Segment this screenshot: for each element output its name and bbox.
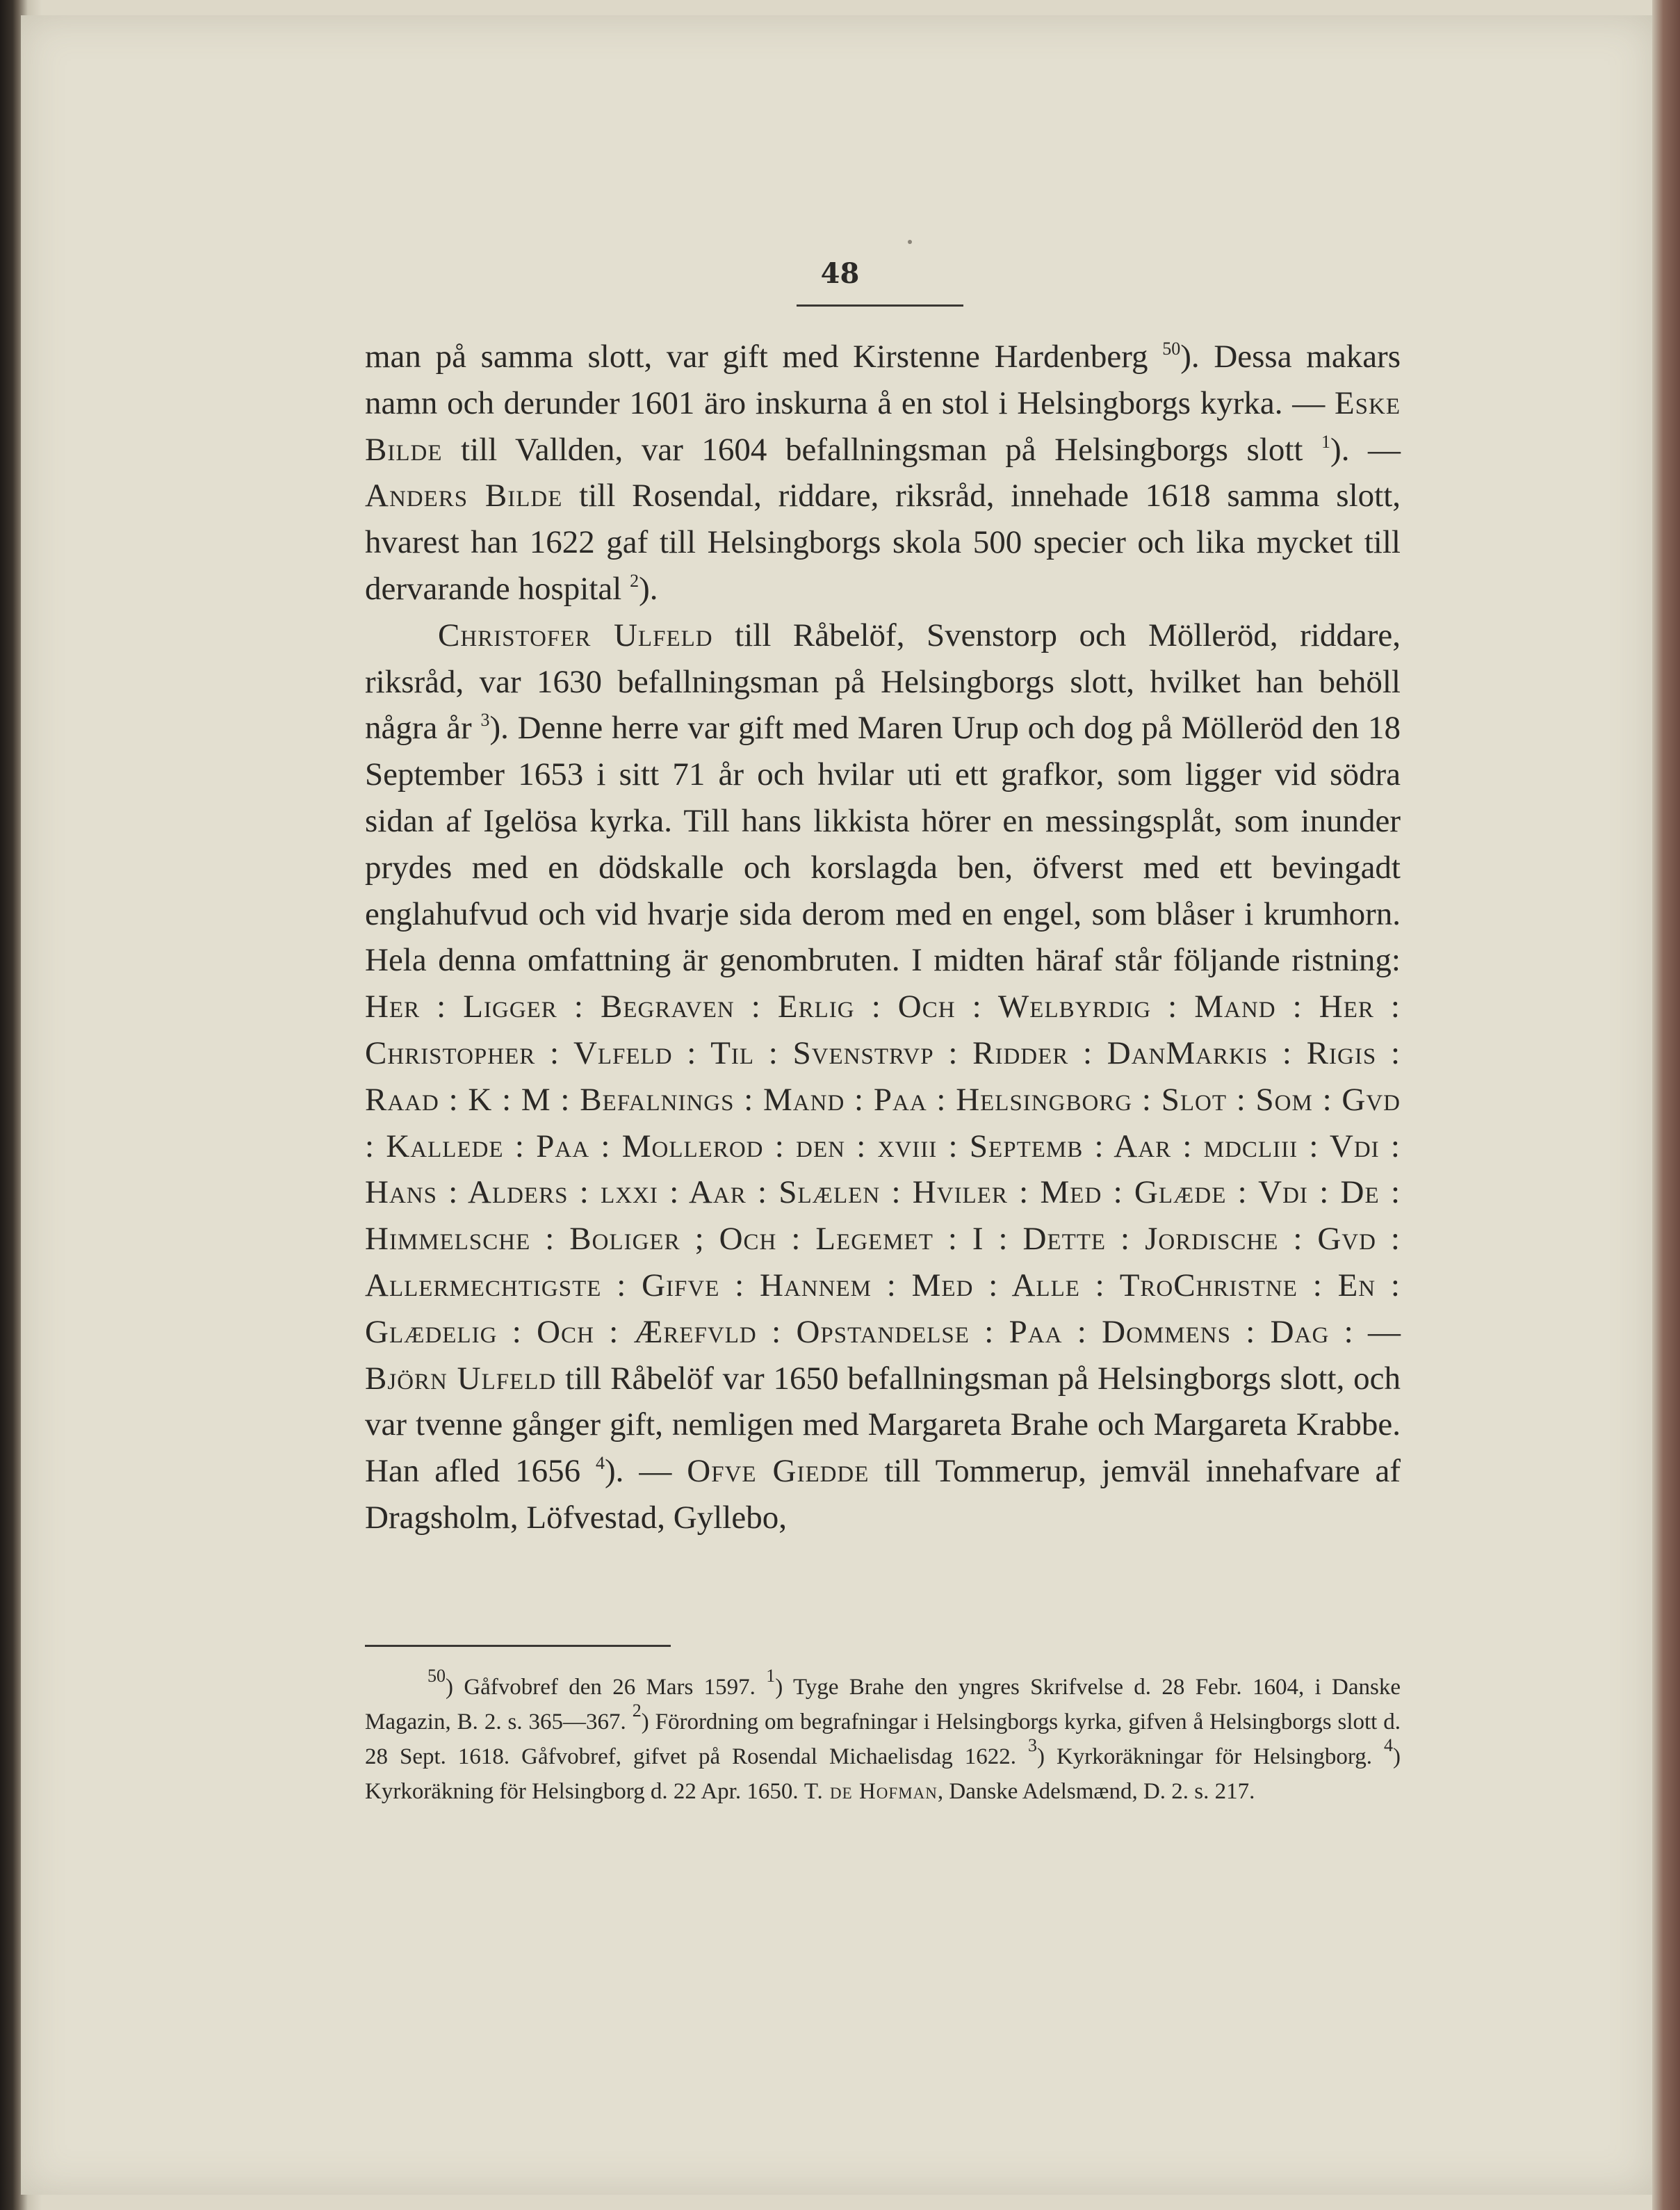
footnote-marker: 50 (1162, 339, 1181, 359)
small-caps-name: Anders Bilde (365, 478, 563, 514)
text-run: — (1353, 1313, 1401, 1350)
footnote-marker: 3 (480, 710, 490, 731)
text-run: ) Kyrkoräkningar för Helsingborg. (1036, 1744, 1384, 1769)
text-run: ). — (1330, 431, 1401, 468)
small-caps-name: Björn Ulfeld (365, 1360, 557, 1397)
footnote-marker: 2 (630, 570, 639, 591)
footnote-marker: 4 (1384, 1735, 1393, 1755)
text-run: ). Dessa makars namn och derunder 1601 äro inskurna å en stol i Helsingborgs kyrka. — (365, 339, 1401, 421)
small-caps-name: Eske Bilde (365, 384, 1401, 468)
footnote-marker: 1 (1321, 431, 1331, 452)
text-run: , Danske Adelsmænd, D. 2. s. 217. (937, 1779, 1255, 1804)
text-run: ) Gåfvobref den 26 Mars 1597. (446, 1675, 767, 1700)
text-run: ). (639, 570, 658, 607)
footnote-marker: 4 (596, 1453, 605, 1474)
text-run: till Råbelöf var 1650 befallningsman på Helsingborgs slott, och var tvenne gånger gift, nemligen med Margareta Brahe och Margareta Krabbe. Han afled 1656 (365, 1360, 1401, 1490)
text-run: ). Denne herre var gift med Maren Urup och dog på Mölleröd den 18 September 1653 i sitt 71 år och hvilar uti ett grafkor, som ligger vid södra sidan af Igelösa kyrka. Till hans likkista hörer en messingsplåt, som inunder prydes med en dödskalle och korslagda ben, öfverst med ett bevingadt englahufvud och vid hvarje sida derom med en engel, som blåser i krumhorn. Hela denna omfattning är genombruten. I midten häraf står följande ristning: (365, 710, 1401, 979)
speck (908, 240, 912, 244)
footnote-marker: 3 (1027, 1735, 1037, 1755)
page-number: 48 (820, 257, 860, 290)
text-run: ). — (605, 1453, 687, 1490)
small-caps-name: Her : Ligger : Begraven : Erlig : Och : Welbyrdig : Mand : Her : Christopher : Vlfeld : Til : Svenstrvp : Ridder : DanMarkis : Rigis : Raad : K : M : Befalnings : Mand : Paa : Helsingborg : Slot : Som : Gvd : Kallede : Paa : Mollerod : den : xviii : Septemb : Aar : mdcliii : Vdi : Hans : Alders : lxxi : Aar : Slælen : Hviler : Med : Glæde : Vdi : De : Himmelsche : Boliger ; Och : Legemet : I : Dette : Jordische : Gvd : Allermechtigste : Gifve : Hannem : Med : Alle : TroChristne : En : Glædelig : Och : Ærefvld : Opstandelse : Paa : Dommens : Dag : (365, 989, 1401, 1350)
book-edge (1652, 0, 1680, 2210)
text-run: ) Förordning om begrafningar i Helsingborgs kyrka, gifven å Helsingborgs slott d. 28 Sept. 1618. Gåfvobref, gifvet på Rosendal Michaelisdag 1622. (365, 1709, 1401, 1769)
footnote-marker: 50 (427, 1666, 446, 1686)
footnote-rule (365, 1645, 671, 1647)
text-run: ) Tyge Brahe den yngres Skrifvelse d. 28 Febr. 1604, i Danske Magazin, B. 2. s. 365—367. (365, 1675, 1401, 1734)
small-caps-name: Christofer Ulfeld (438, 617, 713, 653)
main-text (365, 334, 1401, 1541)
text-run: till Vallden, var 1604 befallningsman på Helsingborgs slott (442, 431, 1322, 468)
paragraph (365, 612, 1401, 1541)
paragraph (365, 334, 1401, 612)
footnote-marker: 2 (632, 1700, 642, 1721)
footnote-marker: 1 (766, 1666, 776, 1686)
small-caps-name: Ofve Giedde (687, 1453, 870, 1490)
footnotes (365, 1666, 1401, 1809)
text-run: man på samma slott, var gift med Kirstenne Hardenberg (365, 339, 1163, 375)
text-run: till Råbelöf, Svenstorp och Mölleröd, riddare, riksråd, var 1630 befallningsman på Helsingborgs slott, hvilket han behöll några år (365, 617, 1401, 747)
text-run: ) Kyrkoräkning för Helsingborg d. 22 Apr. 1650. (365, 1744, 1401, 1804)
text-run: till Tommerup, jemväl innehafvare af Dragsholm, Löfvestad, Gyllebo, (365, 1453, 1401, 1536)
header-rule (797, 304, 963, 307)
text-run: till Rosendal, riddare, riksråd, innehade 1618 samma slott, hvarest han 1622 gaf till Helsingborgs skola 500 specier och lika mycket till dervarande hospital (365, 478, 1401, 607)
small-caps-name: T. de Hofman (804, 1779, 938, 1804)
